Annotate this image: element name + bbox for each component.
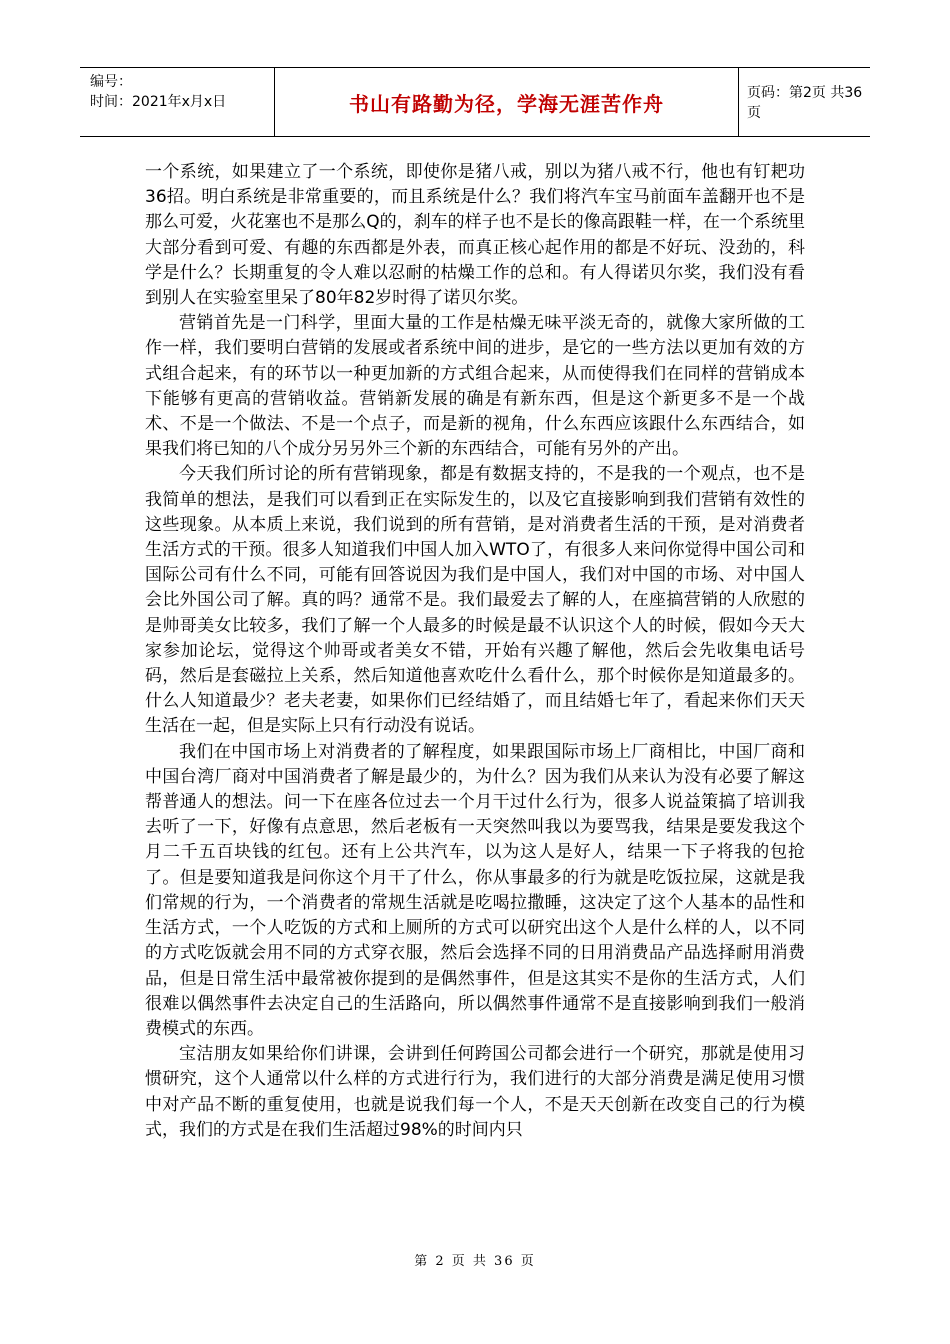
body-paragraph: 一个系统，如果建立了一个系统，即使你是猪八戒，别以为猪八戒不行，他也有钉耙功36招。明白系统是非常重要的，而且系统是什么？我们将汽车宝马前面车盖翻开也不是那么可爱，火花塞也不是那么Q的，刹车的样子也不是长的像高跟鞋一样，在一个系统里大部分看到可爱、有趣的东西都是外表，而真正核心起作用的都是不好玩、没劲的，科学是什么？长期重复的令人难以忍耐的枯燥工作的总和。有人得诺贝尔奖，我们没有看到别人在实验室里呆了80年82岁时得了诺贝尔奖。 <box>145 162 805 309</box>
page-header <box>80 67 870 137</box>
header-motto: 书山有路勤为径，学海无涯苦作舟 <box>349 91 664 116</box>
body-paragraph: 营销首先是一门科学，里面大量的工作是枯燥无味平淡无奇的，就像大家所做的工作一样，我们要明白营销的发展或者系统中间的进步，是它的一些方法以更加有效的方式组合起来，有的环节以一种更加新的方式组合起来，从而使得我们在同样的营销成本下能够有更高的营销收益。营销新发展的确是有新东西，但是这个新更多不是一个战术、不是一个做法、不是一个点子，而是新的视角，什么东西应该跟什么东西结合，如果我们将已知的八个成分另另外三个新的东西结合，可能有另外的产出。 <box>145 313 805 460</box>
document-time-label: 时间：2021年x月x日 <box>90 94 227 110</box>
header-meta-cell <box>80 68 275 136</box>
header-page-info: 页码：第2页 共36页 <box>747 85 863 121</box>
document-body <box>145 160 805 1143</box>
document-number-label: 编号： <box>90 74 132 90</box>
header-motto-cell <box>275 68 739 136</box>
body-paragraph: 今天我们所讨论的所有营销现象，都是有数据支持的，不是我的一个观点，也不是我简单的想法，是我们可以看到正在实际发生的，以及它直接影响到我们营销有效性的这些现象。从本质上来说，我们说到的所有营销，是对消费者生活的干预，是对消费者生活方式的干预。很多人知道我们中国人加入WTO了，有很多人来问你觉得中国公司和国际公司有什么不同，可能有回答说因为我们是中国人，我们对中国的市场、对中国人会比外国公司了解。真的吗？通常不是。我们最爱去了解的人，在座搞营销的人欣慰的是帅哥美女比较多，我们了解一个人最多的时候是最不认识这个人的时候，假如今天大家参加论坛，觉得这个帅哥或者美女不错，开始有兴趣了解他，然后会先收集电话号码，然后是套磁拉上关系，然后知道他喜欢吃什么看什么，那个时候你是知道最多的。什么人知道最少？老夫老妻，如果你们已经结婚了，而且结婚七年了，看起来你们天天生活在一起，但是实际上只有行动没有说话。 <box>145 464 805 737</box>
page-footer: 第 2 页 共 36 页 <box>414 1254 536 1269</box>
body-paragraph: 宝洁朋友如果给你们讲课，会讲到任何跨国公司都会进行一个研究，那就是使用习惯研究，这个人通常以什么样的方式进行行为，我们进行的大部分消费是满足使用习惯中对产品不断的重复使用，也就是说我们每一个人，不是天天创新在改变自己的行为模式，我们的方式是在我们生活超过98%的时间内只 <box>145 1044 805 1140</box>
body-paragraph: 我们在中国市场上对消费者的了解程度，如果跟国际市场上厂商相比，中国厂商和中国台湾厂商对中国消费者了解是最少的，为什么？因为我们从来认为没有必要了解这帮普通人的想法。问一下在座各位过去一个月干过什么行为，很多人说益策搞了培训我去听了一下，好像有点意思，然后老板有一天突然叫我以为要骂我，结果是要发我这个月二千五百块钱的红包。还有上公共汽车，以为这人是好人，结果一下子将我的包抢了。但是要知道我是问你这个月干了什么，你从事最多的行为就是吃饭拉屎，这就是我们常规的行为，一个消费者的常规生活就是吃喝拉撒睡，这决定了这个人基本的品性和生活方式，一个人吃饭的方式和上厕所的方式可以研究出这个人是什么样的人，以不同的方式吃饭就会用不同的方式穿衣服，然后会选择不同的日用消费品产品选择耐用消费品，但是日常生活中最常被你提到的是偶然事件，但是这其实不是你的生活方式，人们很难以偶然事件去决定自己的生活路向，所以偶然事件通常不是直接影响到我们一般消费模式的东西。 <box>145 741 805 1039</box>
